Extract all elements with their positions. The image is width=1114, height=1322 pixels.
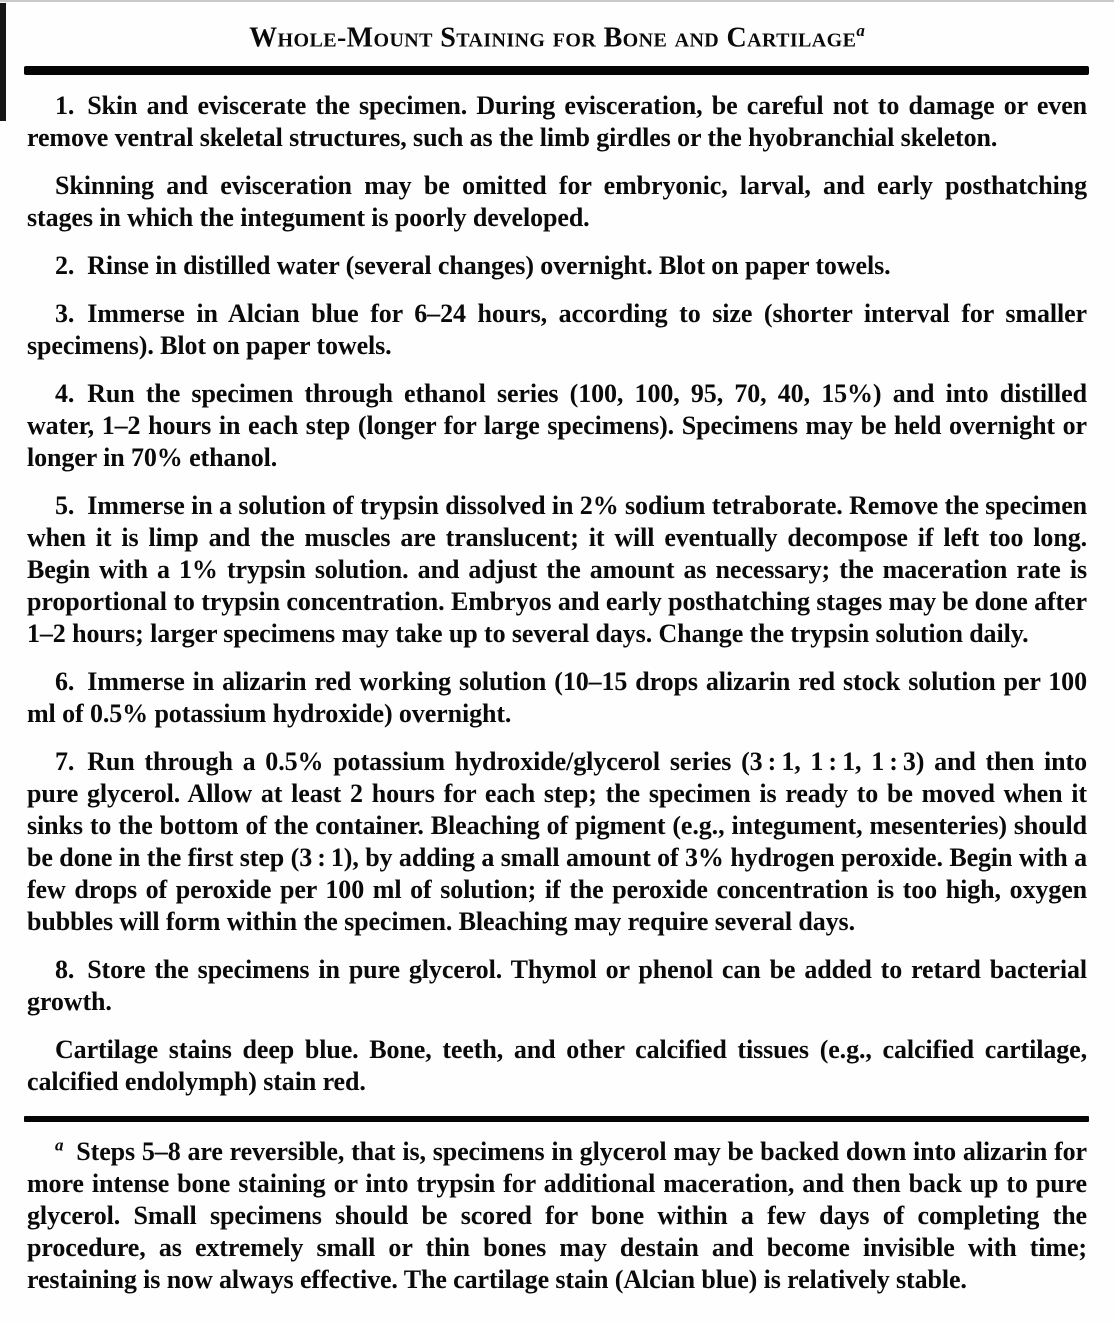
document-title-text: Whole-Mount Staining for Bone and Cartilage (249, 22, 857, 54)
footnote-text: Steps 5–8 are reversible, that is, specimens in glycerol may be backed down into alizarin for more intense bone staining or into trypsin for additional maceration, and then back up to pure glycerol. Small specimens should be scored for bone within a few days of completing the procedure, as extremely small or thin bones may destain and become invisible with time; restaining is now always effective. The cartilage stain (Alcian blue) is relatively stable. (27, 1137, 1087, 1295)
protocol-body (27, 90, 1087, 1098)
protocol-step-8: 8. Store the specimens in pure glycerol. Thymol or phenol can be added to retard bacterial growth. (27, 955, 1087, 1017)
protocol-step-6: 6. Immerse in alizarin red working solution (10–15 drops alizarin red stock solution per 100 ml of 0.5% potassium hydroxide) overnight. (27, 667, 1087, 729)
title-footnote-marker: a (856, 21, 865, 40)
protocol-step-7: 7. Run through a 0.5% potassium hydroxide/glycerol series (3 : 1, 1 : 1, 1 : 3) and then into pure glycerol. Allow at least 2 hours for each step; the specimen is ready to be moved when it sinks to the bottom of the container. Bleaching of pigment (e.g., integument, mesenteries) should be done in the first step (3 : 1), by adding a small amount of 3% hydrogen peroxide. Begin with a few drops of peroxide per 100 ml of solution; if the peroxide concentration is too high, oxygen bubbles will form within the specimen. Bleaching may require several days. (27, 747, 1087, 937)
protocol-step-1: 1. Skin and eviscerate the specimen. During evisceration, be careful not to damage or even remove ventral skeletal structures, such as the limb girdles or the hyobranchial skeleton. (27, 91, 1087, 153)
scan-edge-artifact-top (0, 0, 1114, 2)
scan-edge-artifact-left (0, 3, 6, 121)
footnote-divider-rule (24, 1116, 1089, 1122)
document-title (40, 14, 1074, 55)
staining-result-note: Cartilage stains deep blue. Bone, teeth, and other calcified tissues (e.g., calcified cartilage, calcified endolymph) stain red. (27, 1035, 1087, 1097)
protocol-step-4: 4. Run the specimen through ethanol series (100, 100, 95, 70, 40, 15%) and into distilled water, 1–2 hours in each step (longer for large specimens). Specimens may be held overnight or longer in 70% ethanol. (27, 379, 1087, 473)
footnote-section (27, 1136, 1087, 1296)
protocol-step-5: 5. Immerse in a solution of trypsin dissolved in 2% sodium tetraborate. Remove the specimen when it is limp and the muscles are translucent; it will eventually decompose if left too long. Begin with a 1% trypsin solution. and adjust the amount as necessary; the maceration rate is proportional to trypsin concentration. Embryos and early posthatching stages may be done after 1–2 hours; larger specimens may take up to several days. Change the trypsin solution daily. (27, 491, 1087, 649)
protocol-step-2: 2. Rinse in distilled water (several changes) overnight. Blot on paper towels. (55, 251, 891, 281)
title-divider-rule (24, 66, 1089, 75)
protocol-step-3: 3. Immerse in Alcian blue for 6–24 hours, according to size (shorter interval for smaller specimens). Blot on paper towels. (27, 299, 1087, 361)
skinning-note: Skinning and evisceration may be omitted for embryonic, larval, and early posthatching stages in which the integument is poorly developed. (27, 171, 1087, 233)
footnote (27, 1136, 1087, 1296)
footnote-marker: a (55, 1135, 64, 1155)
